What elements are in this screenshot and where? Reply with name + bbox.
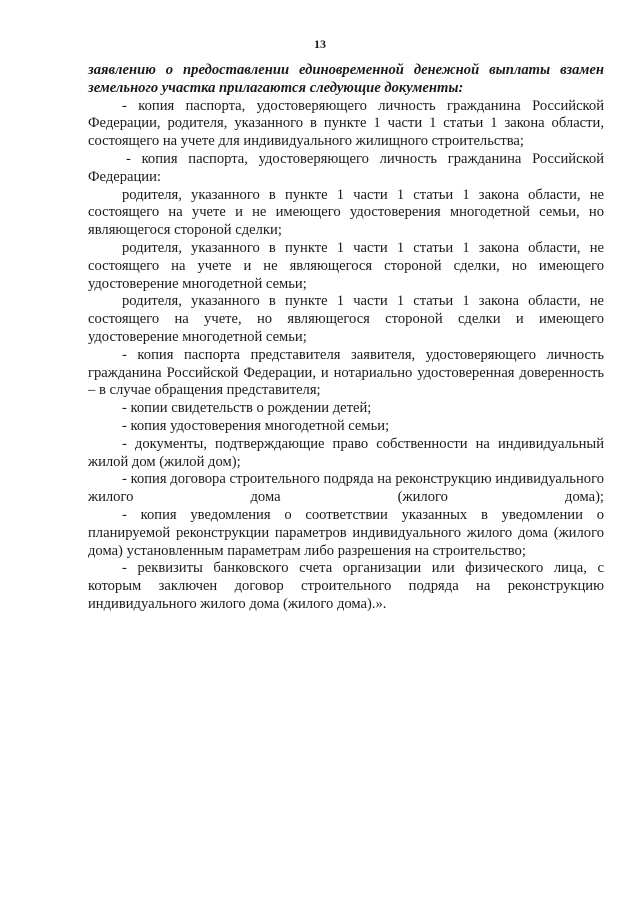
- paragraph-representative-passport: - копия паспорта представителя заявителя, удостоверяющего личность гражданина Российской Федерации, и нотариально удостоверенная доверенность – в случае обращения представителя;: [88, 346, 604, 399]
- document-body: [88, 62, 604, 614]
- paragraph-passport-header: - копия паспорта, удостоверяющего личность гражданина Российской Федерации:: [88, 150, 604, 185]
- paragraph-reconstruction-notice: - копия уведомления о соответствии указанных в уведомлении о планируемой реконструкции параметров индивидуального жилого дома (жилого дома) установленным параметрам либо разрешения на строительство;: [88, 506, 604, 559]
- paragraph-large-family-certificate: - копия удостоверения многодетной семьи;: [122, 417, 390, 434]
- paragraph-ownership-documents: - документы, подтверждающие право собственности на индивидуальный жилой дом (жилой дом);: [88, 435, 604, 470]
- paragraph-parent-with-certificate: родителя, указанного в пункте 1 части 1 статьи 1 закона области, не состоящего на учете и не являющегося стороной сделки, но имеющего удостоверение многодетной семьи;: [88, 239, 604, 292]
- paragraph-construction-contract: - копия договора строительного подряда на реконструкцию индивидуального жилого дома (жилого дома);: [88, 471, 604, 506]
- paragraph-passport-registered-parent: - копия паспорта, удостоверяющего личность гражданина Российской Федерации, родителя, указанного в пункте 1 части 1 статьи 1 закона области, состоящего на учете для индивидуального жилищного строительства;: [88, 97, 604, 150]
- paragraph-parent-party-and-certificate: родителя, указанного в пункте 1 части 1 статьи 1 закона области, не состоящего на учете, но являющегося стороной сделки и имеющего удостоверение многодетной семьи;: [88, 293, 604, 345]
- intro-paragraph: заявлению о предоставлении единовременной денежной выплаты взамен земельного участка прилагаются следующие документы:: [88, 62, 604, 96]
- paragraph-birth-certificates: - копии свидетельств о рождении детей;: [122, 400, 372, 417]
- page-number: 13: [314, 37, 326, 51]
- paragraph-parent-party-to-deal: родителя, указанного в пункте 1 части 1 статьи 1 закона области, не состоящего на учете и не имеющего удостоверения многодетной семьи, но являющегося стороной сделки;: [88, 186, 604, 239]
- paragraph-bank-details: - реквизиты банковского счета организации или физического лица, с которым заключен договор строительного подряда на реконструкцию индивидуального жилого дома (жилого дома).».: [88, 560, 604, 612]
